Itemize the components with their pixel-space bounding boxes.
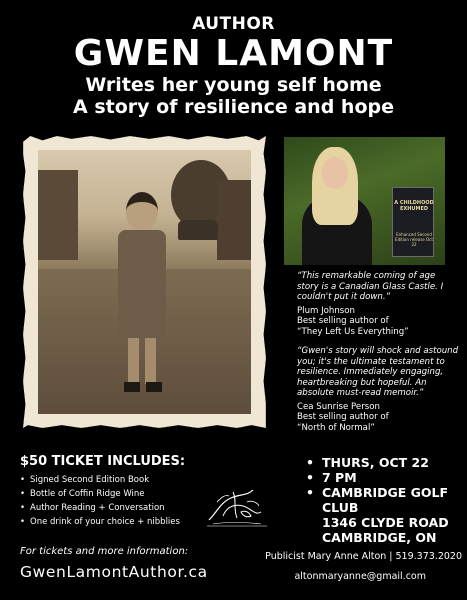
tagline-2: A story of resilience and hope [73,96,394,118]
event-address-2: CAMBRIDGE, ON [322,530,437,545]
publicist-contact: Publicist Mary Anne Alton | 519.373.2020 [265,551,462,562]
list-item: • Signed Second Edition Book [20,473,220,487]
list-item: • One drink of your choice + nibblies [20,515,220,529]
photo-girl-head [126,192,158,230]
poster-header [0,14,467,118]
testimonial-2 [297,346,459,433]
quote-text: “This remarkable coming of age story is a Canadian Glass Castle. I couldn't put it down.” [297,271,444,302]
email-link[interactable]: altonmaryanne@gmail.com [294,571,426,582]
quote-text: “Gwen's story will shock and astound you; it's the ultimate testament to resilience. Immediately engaging, heartbreaking but hopeful. An absolute must-read memoir.” [297,346,459,398]
author-photo-face [322,157,348,189]
author-name: GWEN LAMONT [73,33,394,74]
ticket-title: $50 TICKET INCLUDES: [20,454,186,469]
tagline-1: Writes her young self home [85,74,382,96]
quote-author: Cea Sunrise Person [297,401,380,412]
ticket-info [20,454,220,529]
photo-car [178,220,218,240]
list-item: • Bottle of Coffin Ridge Wine [20,487,220,501]
quote-author-role: Best selling author of [297,316,389,326]
vintage-girl-photo [38,150,251,414]
list-item: • Author Reading + Conversation [20,501,220,515]
event-date: • THURS, OCT 22 [306,455,461,470]
author-eyebrow: AUTHOR [192,14,275,34]
event-address-1: 1346 CLYDE ROAD [322,515,449,530]
photo-building-left [38,170,78,260]
book-cover-title: A CHILDHOOD EXHUMED [394,200,434,212]
event-details [306,455,461,545]
website-link[interactable]: GwenLamontAuthor.ca [20,563,208,581]
event-venue: • CAMBRIDGE GOLF [306,485,461,500]
info-label: For tickets and more information: [20,546,189,557]
event-time: • 7 PM [306,470,461,485]
footer-contact [232,550,462,584]
author-photo [284,137,445,265]
quote-author-work: “They Left Us Everything” [297,326,409,337]
quote-author: Plum Johnson [297,305,355,316]
book-cover [392,187,434,257]
event-venue-cont: CLUB [322,500,359,515]
footer-tickets [20,545,250,583]
photo-building-right [217,180,251,260]
photo-girl-dress [118,230,166,340]
quote-author-work: “North of Normal” [297,422,375,433]
book-cover-sticker: Enhanced Second Edition release Oct 22 [395,232,433,247]
ticket-includes-list [20,473,220,529]
photo-girl-legs [128,338,156,384]
testimonial-1 [297,271,459,337]
photo-girl-shoes [124,382,162,392]
testimonials [297,271,459,433]
quote-author-role: Best selling author of [297,412,389,422]
wine-logo-icon [203,482,271,530]
